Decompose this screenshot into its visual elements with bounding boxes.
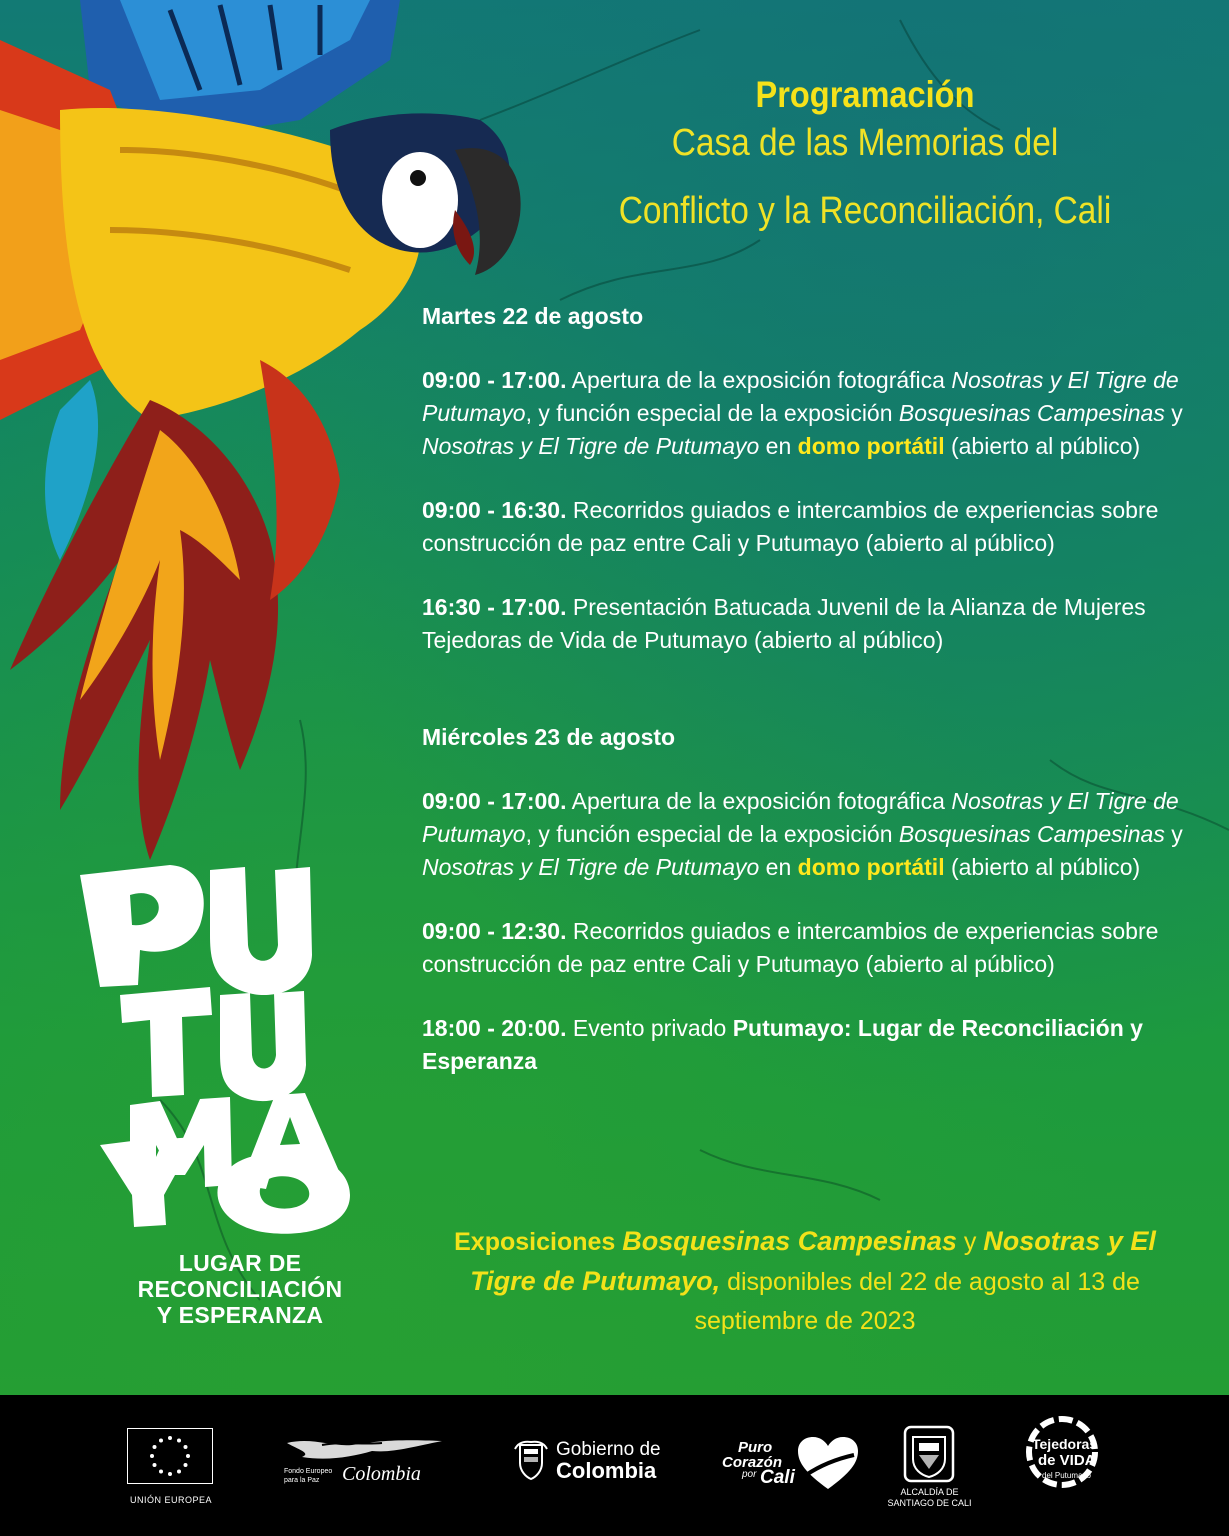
event-text: , y función especial de la exposición (525, 821, 899, 847)
event-text: Apertura de la exposición fotográfica (566, 788, 952, 814)
closing-text: Exposiciones (454, 1228, 623, 1256)
event-venue-highlight: domo portátil (797, 433, 945, 459)
title-block (520, 72, 1210, 232)
event-title: Bosquesinas Campesinas (898, 821, 1165, 847)
por-label: por (742, 1469, 757, 1480)
colombia-coat-of-arms-icon (512, 1439, 550, 1481)
event-text: Presentación Batucada Juvenil de la Alianza de Mujeres Tejedoras de Vida de Putumayo (abierto al público) (422, 594, 1146, 653)
event-title: Nosotras y El Tigre de Putumayo (422, 854, 760, 880)
event-time: 09:00 - 17:00. (422, 367, 567, 393)
event-title: Nosotras y El Tigre de Putumayo (422, 788, 1179, 847)
puro-corazon-por-cali-logo (722, 1435, 862, 1495)
event-title: Bosquesinas Campesinas (898, 400, 1165, 426)
schedule-event (422, 591, 1202, 657)
alcaldia-label-line2: SANTIAGO DE CALI (887, 1498, 972, 1508)
heart-icon (796, 1435, 860, 1493)
event-text: y (1164, 400, 1183, 426)
page-title: Programación (755, 74, 975, 115)
alcaldia-cali-logo (872, 1425, 987, 1515)
exhibition-availability-note (420, 1222, 1190, 1341)
logo-tagline-line1: LUGAR DE (178, 1250, 302, 1276)
event-time: 09:00 - 12:30. (422, 918, 567, 944)
gobierno-label-line2: Colombia (556, 1458, 657, 1483)
day-heading: Miércoles 23 de agosto (422, 724, 676, 750)
event-title-bold: Putumayo: Lugar de Reconciliación y Esperanza (422, 1015, 1143, 1074)
schedule-event (422, 364, 1202, 463)
closing-text: y (956, 1228, 984, 1256)
event-text: Evento privado (566, 1015, 733, 1041)
tejedoras-label-line1: Tejedoras (1032, 1436, 1098, 1452)
event-time: 16:30 - 17:00. (422, 594, 567, 620)
schedule-event (422, 1012, 1202, 1078)
fondo-label-line2: para la Paz (284, 1477, 320, 1484)
logo-tagline-line3: Y ESPERANZA (156, 1302, 324, 1328)
closing-text: disponibles del 22 de agosto al 13 de septiembre de 2023 (694, 1268, 1140, 1335)
day-heading: Martes 22 de agosto (422, 303, 644, 329)
gobierno-colombia-logo (512, 1439, 682, 1489)
event-time: 09:00 - 17:00. (422, 788, 567, 814)
eu-flag-icon (127, 1428, 213, 1484)
exhibition-title: Nosotras y El Tigre de Putumayo, (470, 1226, 1156, 1296)
tejedoras-label-line2: de VIDA (1038, 1452, 1096, 1469)
event-text: (abierto al público) (944, 433, 1141, 459)
fondo-europeo-logo (282, 1435, 452, 1495)
logo-tagline-line2: RECONCILIACIÓN (137, 1276, 343, 1302)
event-text: , y función especial de la exposición (525, 400, 899, 426)
page-subtitle-line1: Casa de las Memorias del (671, 122, 1059, 164)
event-text: Apertura de la exposición fotográfica (566, 367, 952, 393)
event-text: Recorridos guiados e intercambios de experiencias sobre construcción de paz entre Cali y Putumayo (abierto al público) (422, 497, 1159, 556)
cali-coat-of-arms-icon (903, 1425, 955, 1483)
event-title: Nosotras y El Tigre de Putumayo (422, 367, 1179, 426)
schedule-event (422, 494, 1202, 560)
sponsor-logo-bar (0, 1395, 1229, 1536)
putumayo-brush-lettering-logo (60, 855, 390, 1235)
gobierno-label-line1: Gobierno de (556, 1439, 661, 1460)
alcaldia-label-line1: ALCALDÍA DE (900, 1487, 959, 1497)
eu-logo (127, 1428, 215, 1505)
event-time: 09:00 - 16:30. (422, 497, 567, 523)
tejedoras-label-line3: del Putumayo (1042, 1471, 1091, 1480)
event-text: en (759, 854, 798, 880)
event-text: y (1164, 821, 1183, 847)
event-text: (abierto al público) (944, 854, 1141, 880)
tejedoras-de-vida-logo (1022, 1413, 1107, 1523)
event-text: en (759, 433, 798, 459)
puro-label: Puro (738, 1439, 773, 1456)
fondo-label-line1: Fondo Europeo (284, 1468, 333, 1475)
event-time: 18:00 - 20:00. (422, 1015, 567, 1041)
corazon-label: Corazón (722, 1454, 782, 1471)
schedule-event (422, 915, 1202, 981)
event-text: Recorridos guiados e intercambios de experiencias sobre construcción de paz entre Cali y Putumayo (abierto al público) (422, 918, 1159, 977)
eu-label: UNIÓN EUROPEA (129, 1495, 212, 1505)
exhibition-title: Bosquesinas Campesinas (622, 1226, 957, 1256)
event-title: Nosotras y El Tigre de Putumayo (422, 433, 760, 459)
schedule (422, 300, 1202, 1109)
fondo-script-colombia: Colombia (342, 1463, 421, 1485)
page-subtitle-line2: Conflicto y la Reconciliación, Cali (618, 190, 1112, 232)
schedule-event (422, 785, 1202, 884)
cali-label: Cali (760, 1467, 795, 1488)
event-venue-highlight: domo portátil (797, 854, 945, 880)
